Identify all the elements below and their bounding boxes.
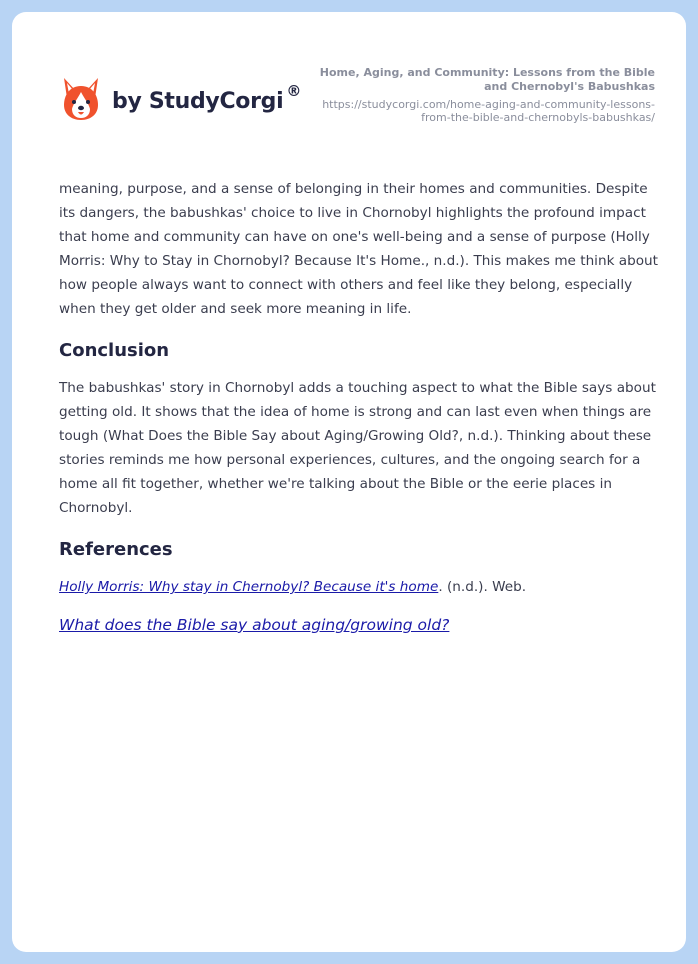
document-title: Home, Aging, and Community: Lessons from the Bible and Chernobyl's Babushkas	[319, 66, 655, 93]
document-page	[12, 12, 686, 952]
references-heading: References	[59, 539, 173, 560]
corgi-logo-icon	[60, 76, 102, 122]
reference-item	[59, 575, 659, 599]
reference-link[interactable]: Holly Morris: Why stay in Chernobyl? Because it's home	[59, 579, 439, 595]
reference-item	[59, 613, 659, 637]
document-url[interactable]: https://studycorgi.com/home-aging-and-community-lessons-from-the-bible-and-chernobyls-babushkas/	[322, 98, 655, 124]
reference-suffix: . (n.d.). Web.	[438, 579, 527, 595]
brand-name: by StudyCorgi	[112, 88, 284, 114]
registered-mark: ®	[286, 82, 302, 100]
reference-link[interactable]: What does the Bible say about aging/growing old?	[59, 616, 450, 634]
document-meta	[305, 66, 655, 124]
conclusion-heading: Conclusion	[59, 340, 170, 361]
document-body	[59, 177, 659, 637]
conclusion-paragraph: The babushkas' story in Chornobyl adds a touching aspect to what the Bible says about getting old. It shows that the idea of home is strong and can last even when things are tough (What Does the Bible Say about Aging/Growing Old?, n.d.). Thinking about these stories reminds me how personal experiences, cultures, and the ongoing search for a home all fit together, whether we're talking about the Bible or the eerie places in Chornobyl.	[59, 380, 656, 516]
page-header	[12, 12, 686, 152]
studycorgi-logo[interactable]	[60, 76, 301, 122]
intro-paragraph: meaning, purpose, and a sense of belonging in their homes and communities. Despite its dangers, the babushkas' choice to live in Chornobyl highlights the profound impact that home and community can have on one's well-being and a sense of purpose (Holly Morris: Why to Stay in Chornobyl? Because It's Home., n.d.). This makes me think about how people always want to connect with others and feel like they belong, especially when they get older and seek more meaning in life.	[59, 181, 658, 317]
